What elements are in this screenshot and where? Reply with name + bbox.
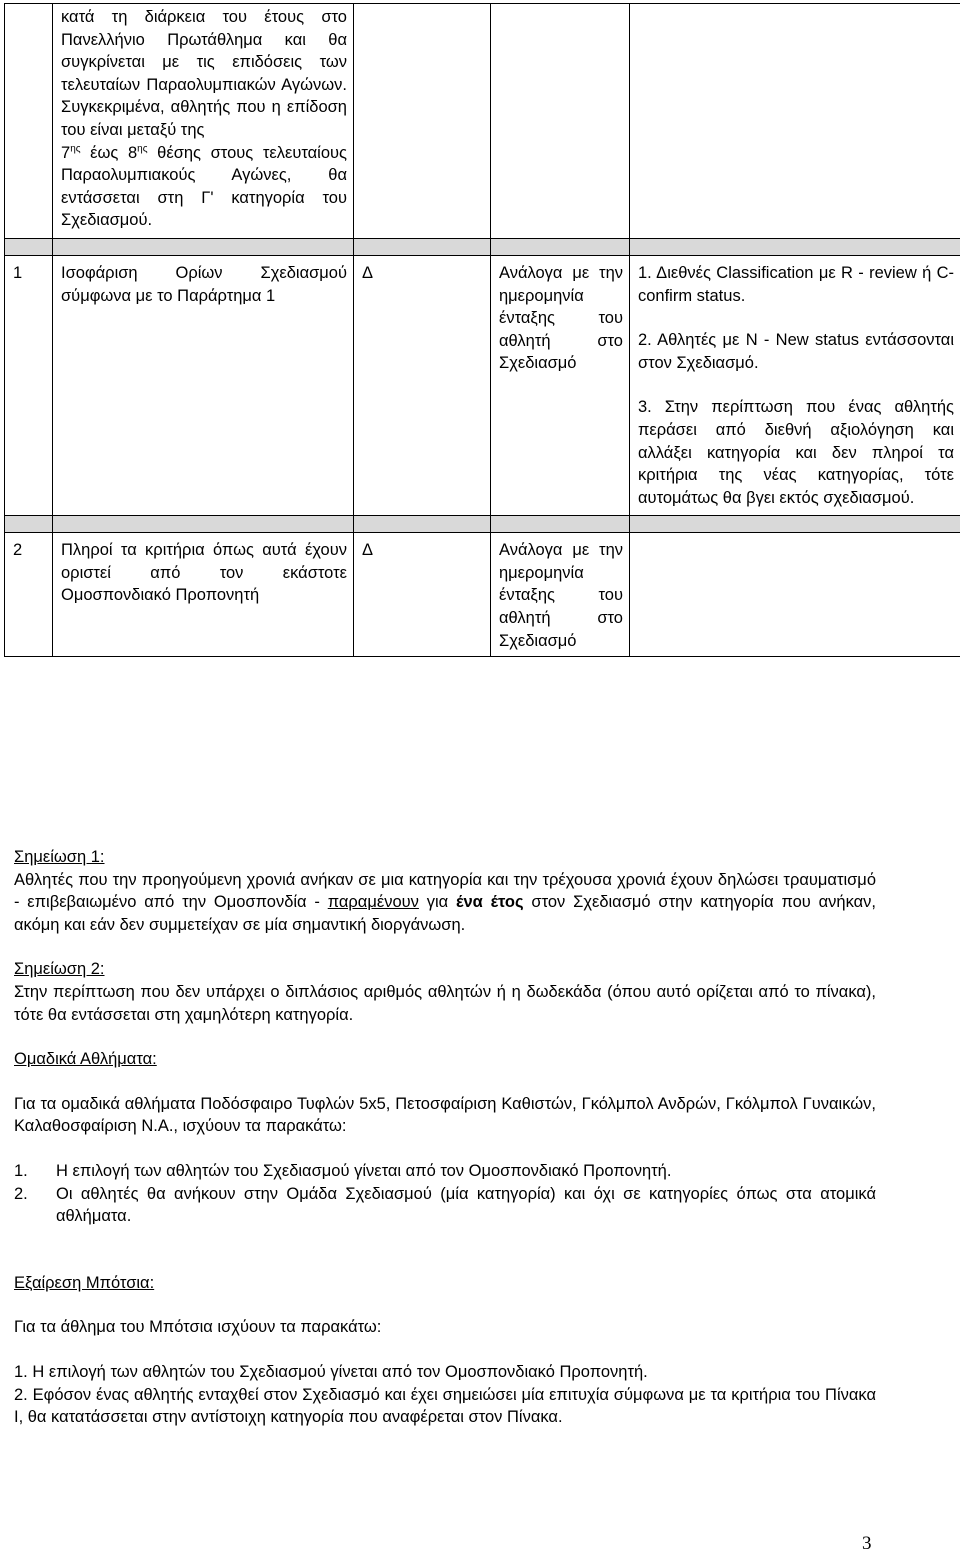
criterion-cell: [53, 255, 354, 515]
notes-item: 1. Διεθνές Classification με R - review ή C- confirm status.: [638, 262, 954, 307]
table-row: [5, 255, 960, 515]
continuation-text-part: 7: [61, 144, 70, 162]
list-item-number: 1.: [14, 1160, 56, 1183]
notes-item: 3. Στην περίπτωση που ένας αθλητής περάσει από διεθνή αξιολόγηση και αλλάξει κατηγορία και δεν πληροί τα κριτήρια της νέας κατηγορίας, τότε αυτομάτως θα βγει εκτός σχεδιασμού.: [638, 396, 954, 509]
table-separator-row: [5, 238, 960, 255]
criterion-cell: [53, 533, 354, 657]
timing-text: Ανάλογα με την ημερομηνία ένταξης του αθλητή στο Σχεδιασμό: [491, 256, 629, 381]
criteria-table: [4, 3, 960, 657]
note1-heading: Σημείωση 1:: [14, 848, 105, 866]
code-cell: [354, 255, 491, 515]
list-item: [14, 1160, 876, 1183]
list-item-number: 2.: [14, 1183, 56, 1228]
table-cell: [53, 4, 354, 239]
remain-emphasis: παραμένουν: [328, 893, 419, 911]
superscript: ης: [137, 143, 147, 154]
boccia-item: 1. Η επιλογή των αθλητών του Σχεδιασμού γίνεται από τον Ομοσπονδιακό Προπονητή.: [14, 1361, 876, 1384]
boccia-heading: Εξαίρεση Μπότσια:: [14, 1272, 876, 1295]
continuation-text-part: έως 8: [81, 144, 138, 162]
row-number: 2: [5, 533, 52, 562]
table-separator-row: [5, 516, 960, 533]
table-cell: [5, 4, 53, 239]
continuation-text-part: κατά τη διάρκεια του έτους στο Πανελλήνιο Πρωτάθλημα και θα συγκρίνεται με τις επιδόσεις των τελευταίων Παραολυμπιακών Αγώνων. Συγκεκριμένα, αθλητής που η επίδοση του είναι μεταξύ της: [61, 8, 347, 139]
notes-cell: [630, 255, 960, 515]
timing-text: Ανάλογα με την ημερομηνία ένταξης του αθλητή στο Σχεδιασμό: [491, 533, 629, 656]
code-cell: [354, 533, 491, 657]
row-number-cell: [5, 255, 53, 515]
table-row: [5, 4, 960, 239]
list-item-text: Η επιλογή των αθλητών του Σχεδιασμού γίνεται από τον Ομοσπονδιακό Προπονητή.: [56, 1160, 671, 1183]
team-sports-intro: Για τα ομαδικά αθλήματα Ποδόσφαιρο Τυφλών 5x5, Πετοσφαίριση Καθιστών, Γκόλμπολ Ανδρών, Γκόλμπολ Γυναικών, Καλαθοσφαίριση Ν.Α., ισχύουν τα παρακάτω:: [14, 1093, 876, 1138]
continuation-text: [53, 4, 353, 238]
row-number-cell: [5, 533, 53, 657]
code-text: Δ: [354, 533, 490, 568]
list-item: [14, 1183, 876, 1228]
note2-text: Στην περίπτωση που δεν υπάρχει ο διπλάσιος αριθμός αθλητών ή η δωδεκάδα (όπου αυτό ορίζεται από το πίνακα), τότε θα εντάσσεται στη χαμηλότερη κατηγορία.: [14, 981, 876, 1026]
note1-text: Αθλητές που την προηγούμενη χρονιά ανήκαν σε μια κατηγορία και την τρέχουσα χρονιά έχουν δηλώσει τραυματισμό - επιβεβαιωμένο από την Ομοσπονδία - παραμένουν για ένα έτος στον Σχεδιασμό στην κατηγορία που ανήκαν, ακόμη και εάν δεν συμμετείχαν σε μία σημαντική διοργάνωση.: [14, 869, 876, 937]
criterion-text: Πληροί τα κριτήρια όπως αυτά έχουν οριστεί από τον εκάστοτε Ομοσπονδιακό Προπονητή: [53, 533, 353, 613]
criterion-text: Ισοφάριση Ορίων Σχεδιασμού σύμφωνα με το Παράρτημα 1: [53, 256, 353, 313]
table-row: [5, 533, 960, 657]
boccia-item: 2. Εφόσον ένας αθλητής ενταχθεί στον Σχεδιασμό και έχει σημειώσει μία επιτυχία σύμφωνα με τα κριτήρια του Πίνακα Ι, θα κατατάσσεται στην αντίστοιχη κατηγορία που αναφέρεται στον Πίνακα.: [14, 1384, 876, 1429]
boccia-intro: Για τα άθλημα του Μπότσια ισχύουν τα παρακάτω:: [14, 1316, 876, 1339]
continuation-text-part: θέσης στους τελευταίους Παραολυμπιακούς Αγώνες, θα εντάσσεται στη Γ' κατηγορία του Σχεδιασμού.: [61, 144, 347, 230]
timing-cell: [491, 255, 630, 515]
team-sports-heading: Ομαδικά Αθλήματα:: [14, 1048, 876, 1071]
table-cell: [354, 4, 491, 239]
timing-cell: [491, 533, 630, 657]
note2-heading: Σημείωση 2:: [14, 960, 105, 978]
row-number: 1: [5, 256, 52, 285]
code-text: Δ: [354, 256, 490, 291]
list-item-text: Οι αθλητές θα ανήκουν στην Ομάδα Σχεδιασμού (μία κατηγορία) και όχι σε κατηγορίες όπως στα ατομικά αθλήματα.: [56, 1183, 876, 1228]
year-emphasis: ένα έτος: [456, 893, 524, 911]
table-cell: [491, 4, 630, 239]
notes-item: 2. Αθλητές με N - New status εντάσσονται στον Σχεδιασμό.: [638, 329, 954, 374]
notes-cell: [630, 533, 960, 657]
page-number: 3: [862, 1533, 872, 1556]
notes-section: [14, 846, 876, 1429]
table-cell: [630, 4, 960, 239]
superscript: ης: [70, 143, 80, 154]
